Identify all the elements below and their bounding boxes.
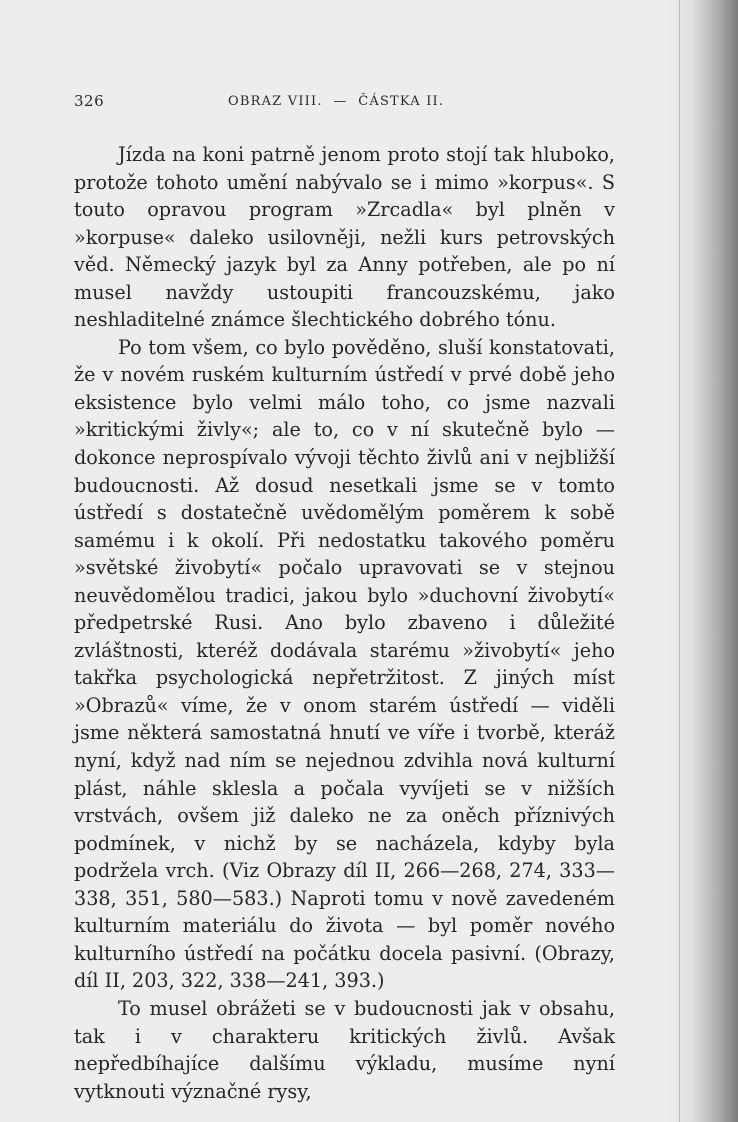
body-text [74, 141, 615, 1105]
running-head-title: OBRAZ VIII. — ČÁSTKA II. [228, 94, 445, 109]
page-number: 326 [74, 92, 105, 110]
gutter-fold-line [679, 0, 680, 1122]
paragraph-2: Po tom všem, co bylo pověděno, sluší konstatovati, že v novém ruském kulturním ústředí v prvé době jeho eksistence bylo velmi málo toho, co jsme nazvali »kritickými živly«; ale to, co v ní skutečně bylo — dokonce neprospívalo vývoji těchto živlů ani v nejbližší budoucnosti. Až dosud nesetkali jsme se v tomto ústředí s dostatečně uvědomělým poměrem k sobě samému i k okolí. Při nedostatku takového poměru »světské živobytí« počalo upravovati se v stejnou neuvědomělou tradici, jakou bylo »duchovní živobytí« předpetrské Rusi. Ano bylo zbaveno i důležité zvláštnosti, kteréž dodávala starému »živobytí« jeho takřka psychologická nepřetržitost. Z jiných míst »Obrazů« víme, že v onom starém ústředí — viděli jsme některá samostatná hnutí ve víře i tvorbě, kteráž nyní, když nad ním se nejednou zdvihla nová kulturní plást, náhle sklesla a počala vyvíjeti se v nižších vrstvách, ovšem již daleko ne za oněch příznivých podmínek, v nichž by se nacházela, kdyby byla podržela vrch. (Viz Obrazy díl II, 266—268, 274, 333—338, 351, 580—583.) Naproti tomu v nově zavedeném kulturním materiálu do života — byl poměr nového kulturního ústředí na počátku docela pasivní. (Obrazy, díl II, 203, 322, 338—241, 393.) [74, 335, 615, 993]
running-head [74, 92, 614, 114]
paragraph-1: Jízda na koni patrně jenom proto stojí tak hluboko, protože tohoto umění nabývalo se i mimo »korpus«. S touto opravou program »Zrcadla« byl plněn v »korpuse« daleko usilovněji, nežli kurs petrovských věd. Německý jazyk byl za Anny potřeben, ale po ní musel navždy ustoupiti francouzskému, jako neshladitelné známce šlechtického dobrého tónu. [74, 143, 615, 332]
paragraph-3: To musel obrážeti se v budoucnosti jak v obsahu, tak i v charakteru kritických živlů. Avšak nepředbíhajíce dalšímu výkladu, musíme nyní vytknouti význačné rysy, [74, 996, 615, 1103]
